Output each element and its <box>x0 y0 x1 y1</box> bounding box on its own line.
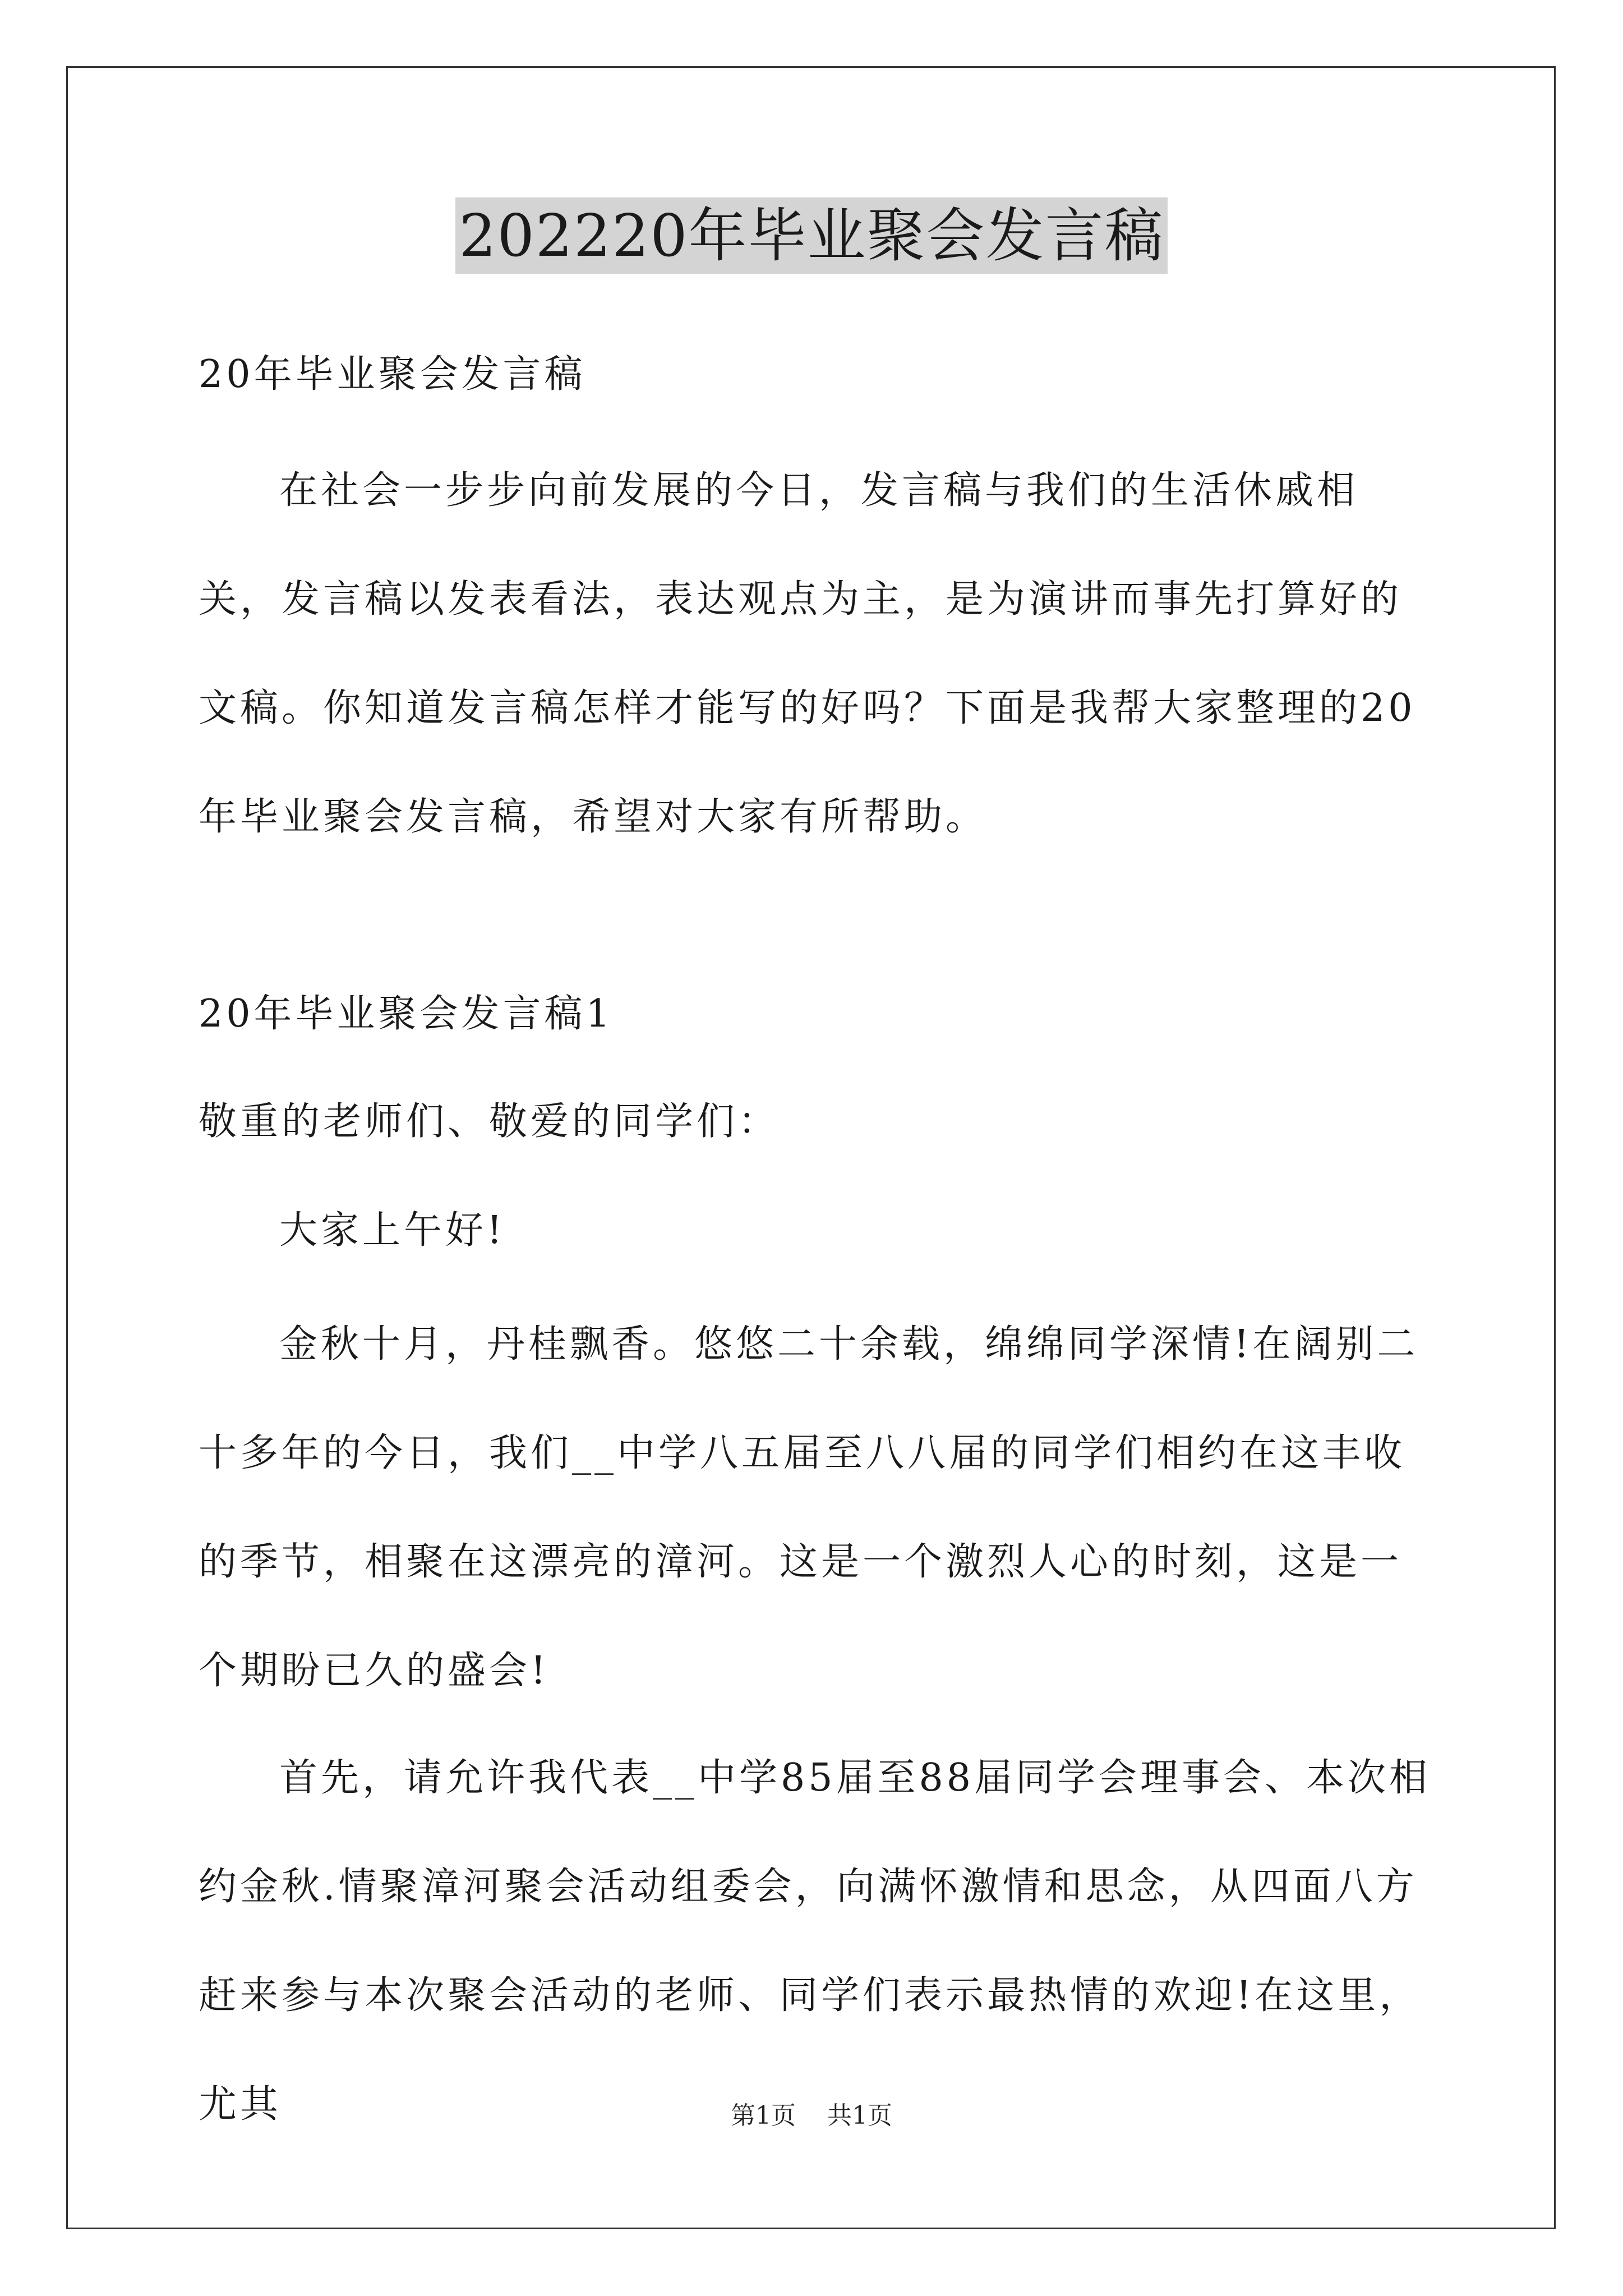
document-subtitle: 20年毕业聚会发言稿 <box>199 352 586 397</box>
greeting: 大家上午好! <box>279 1208 506 1253</box>
body-paragraph-1: 金秋十月，丹桂飘香。悠悠二十余载，绵绵同学深情!在阔别二十多年的今日，我们__中学八五届至八八届的同学们相约在这丰收的季节，相聚在这漂亮的漳河。这是一个激烈人心的时刻，这是一个期盼已久的盛会! <box>199 1322 1419 1693</box>
title-container <box>0 197 1623 274</box>
section-heading: 20年毕业聚会发言稿1 <box>199 992 614 1036</box>
intro-paragraph: 在社会一步步向前发展的今日，发言稿与我们的生活休戚相关，发言稿以发表看法，表达观点为主，是为演讲而事先打算好的文稿。你知道发言稿怎样才能写的好吗？下面是我帮大家整理的20年毕业聚会发言稿，希望对大家有所帮助。 <box>199 468 1416 839</box>
page-total: 共1页 <box>827 2101 892 2130</box>
document-title: 202220年毕业聚会发言稿 <box>455 197 1167 274</box>
salutation: 敬重的老师们、敬爱的同学们： <box>199 1099 780 1144</box>
page-number: 第1页 <box>731 2101 796 2130</box>
body-paragraph-2: 首先，请允许我代表__中学85届至88届同学会理事会、本次相约金秋.情聚漳河聚会活动组委会，向满怀激情和思念，从四面八方赶来参与本次聚会活动的老师、同学们表示最热情的欢迎!在这里，尤其 <box>199 1756 1431 2127</box>
page-footer <box>0 2099 1623 2133</box>
